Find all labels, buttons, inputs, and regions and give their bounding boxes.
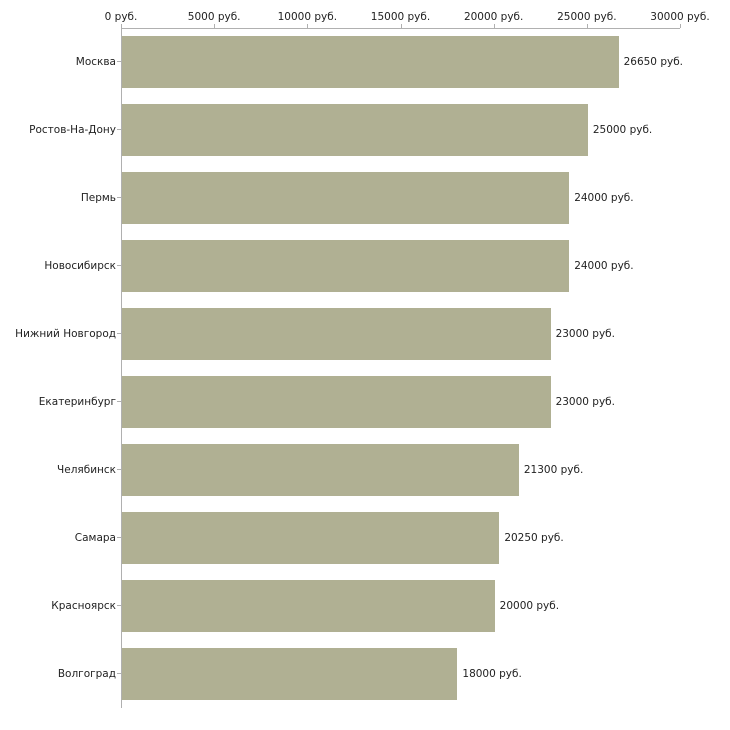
y-axis-tick-mark — [117, 673, 121, 674]
bar-value-label: 23000 руб. — [555, 396, 615, 408]
bar-row — [0, 640, 730, 708]
bar[interactable] — [122, 444, 519, 496]
bar[interactable] — [122, 648, 457, 700]
bar[interactable] — [122, 308, 551, 360]
category-label: Пермь — [80, 192, 116, 204]
y-axis-tick-mark — [117, 605, 121, 606]
bar-row — [0, 28, 730, 96]
bar-value-label: 20250 руб. — [504, 532, 564, 544]
y-axis-tick-mark — [117, 197, 121, 198]
category-label: Екатеринбург — [38, 396, 116, 408]
category-label: Красноярск — [51, 600, 116, 612]
bar-value-label: 24000 руб. — [574, 192, 634, 204]
x-axis-tick-label: 20000 руб. — [463, 11, 524, 23]
bar[interactable] — [122, 240, 569, 292]
bar[interactable] — [122, 104, 588, 156]
bar-value-label: 26650 руб. — [623, 56, 684, 68]
y-axis-tick-mark — [117, 265, 121, 266]
category-label: Самара — [74, 532, 116, 544]
bar-row — [0, 96, 730, 164]
y-axis-tick-mark — [117, 401, 121, 402]
bar-row — [0, 436, 730, 504]
category-label: Волгоград — [57, 668, 116, 680]
y-axis-tick-mark — [117, 129, 121, 130]
bar[interactable] — [122, 172, 569, 224]
bar-row — [0, 572, 730, 640]
category-label: Новосибирск — [44, 260, 116, 272]
bar-row — [0, 368, 730, 436]
bar-value-label: 21300 руб. — [523, 464, 584, 476]
y-axis-tick-mark — [117, 537, 121, 538]
bar-row — [0, 504, 730, 572]
x-axis-tick-label: 10000 руб. — [277, 11, 338, 23]
bar-value-label: 20000 руб. — [499, 600, 560, 612]
category-label: Ростов-На-Дону — [29, 124, 116, 136]
bar-row — [0, 300, 730, 368]
bar[interactable] — [122, 376, 551, 428]
x-axis-tick-label: 0 руб. — [104, 11, 138, 23]
y-axis-tick-mark — [117, 333, 121, 334]
bar[interactable] — [122, 36, 619, 88]
bar-value-label: 25000 руб. — [592, 124, 653, 136]
bar[interactable] — [122, 512, 499, 564]
bar-row — [0, 232, 730, 300]
bar-value-label: 23000 руб. — [555, 328, 615, 340]
x-axis-tick-label: 15000 руб. — [370, 11, 431, 23]
category-label: Нижний Новгород — [15, 328, 116, 340]
y-axis-tick-mark — [117, 61, 121, 62]
x-axis-tick-label: 5000 руб. — [187, 11, 241, 23]
x-axis-tick-label: 25000 руб. — [557, 11, 617, 23]
x-axis-tick-label: 30000 руб. — [650, 11, 710, 23]
category-label: Москва — [75, 56, 116, 68]
category-label: Челябинск — [57, 464, 116, 476]
bar-row — [0, 164, 730, 232]
bar-value-label: 24000 руб. — [574, 260, 634, 272]
bar-value-label: 18000 руб. — [462, 668, 522, 680]
bar[interactable] — [122, 580, 495, 632]
y-axis-tick-mark — [117, 469, 121, 470]
